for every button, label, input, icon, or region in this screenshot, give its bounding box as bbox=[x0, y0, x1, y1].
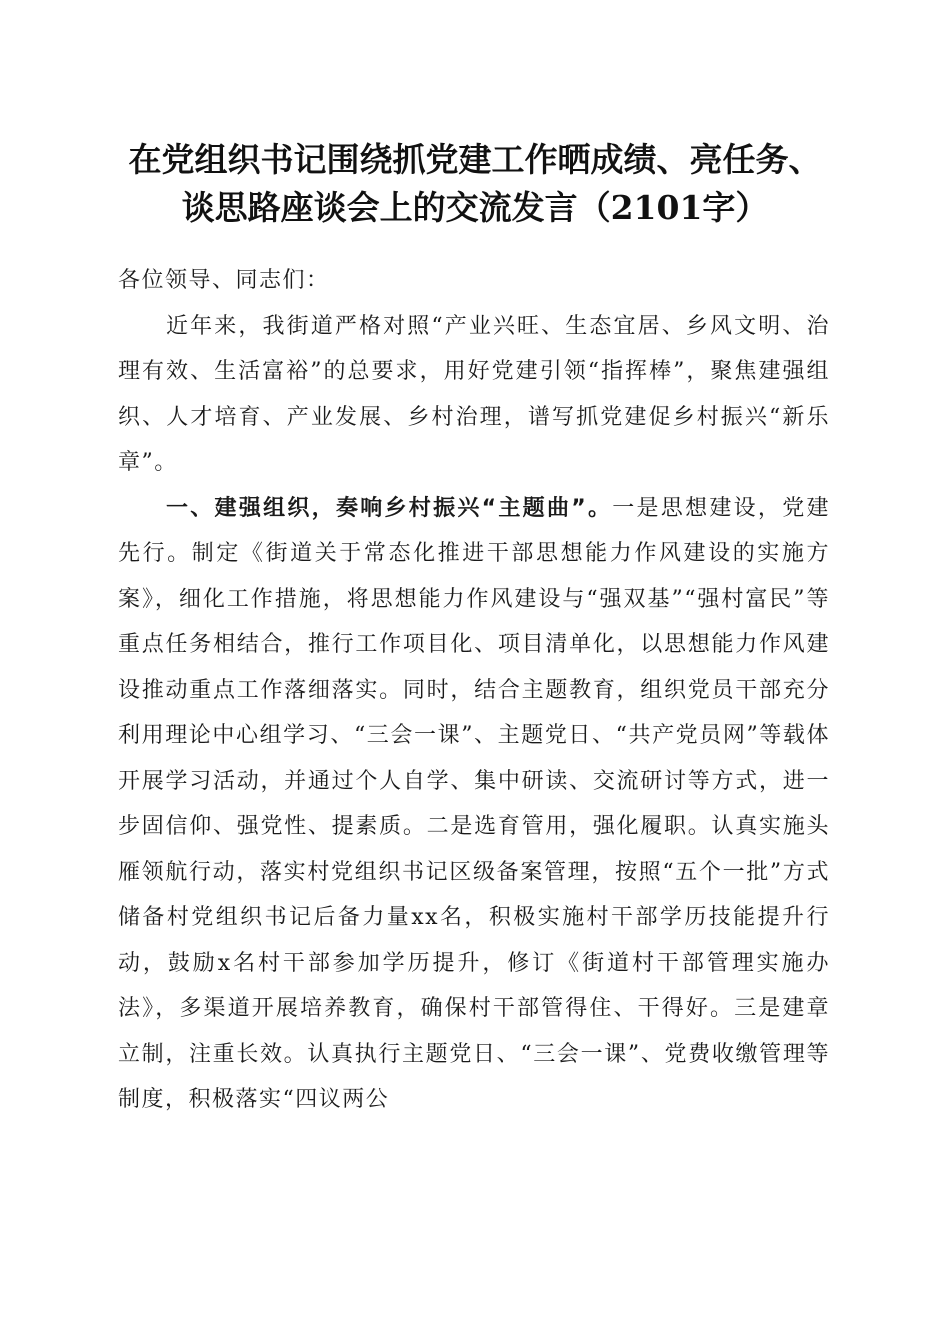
paragraph-section-1 bbox=[118, 486, 830, 1123]
section-1-heading: 一、建强组织，奏响乡村振兴“主题曲”。 bbox=[166, 495, 613, 521]
paragraph-intro: 近年来，我街道严格对照“产业兴旺、生态宜居、乡风文明、治理有效、生活富裕”的总要求，用好党建引领“指挥棒”，聚焦建强组织、人才培育、产业发展、乡村治理，谱写抓党建促乡村振兴“新乐章”。 bbox=[118, 313, 830, 475]
document-title bbox=[90, 136, 860, 232]
title-line-2: 谈思路座谈会上的交流发言（2101字） bbox=[181, 188, 769, 227]
section-1-text: 一是思想建设，党建先行。制定《街道关于常态化推进干部思想能力作风建设的实施方案》，细化工作措施，将思想能力作风建设与“强双基”“强村富民”等重点任务相结合，推行工作项目化、项目清单化，以思想能力作风建设推动重点工作落细落实。同时，结合主题教育，组织党员干部充分利用理论中心组学习、“三会一课”、主题党日、“共产党员网”等载体开展学习活动，并通过个人自学、集中研读、交流研讨等方式，进一步固信仰、强党性、提素质。二是选育管用，强化履职。认真实施头雁领航行动，落实村党组织书记区级备案管理，按照“五个一批”方式储备村党组织书记后备力量xx名，积极实施村干部学历技能提升行动，鼓励x名村干部参加学历提升，修订《街道村干部管理实施办法》，多渠道开展培养教育，确保村干部管得住、干得好。三是建章立制，注重长效。认真执行主题党日、“三会一课”、党费收缴管理等制度，积极落实“四议两公 bbox=[118, 495, 830, 1112]
document-body bbox=[118, 258, 830, 1123]
salutation: 各位领导、同志们： bbox=[118, 268, 330, 293]
title-line-1: 在党组织书记围绕抓党建工作晒成绩、亮任务、 bbox=[128, 140, 822, 179]
